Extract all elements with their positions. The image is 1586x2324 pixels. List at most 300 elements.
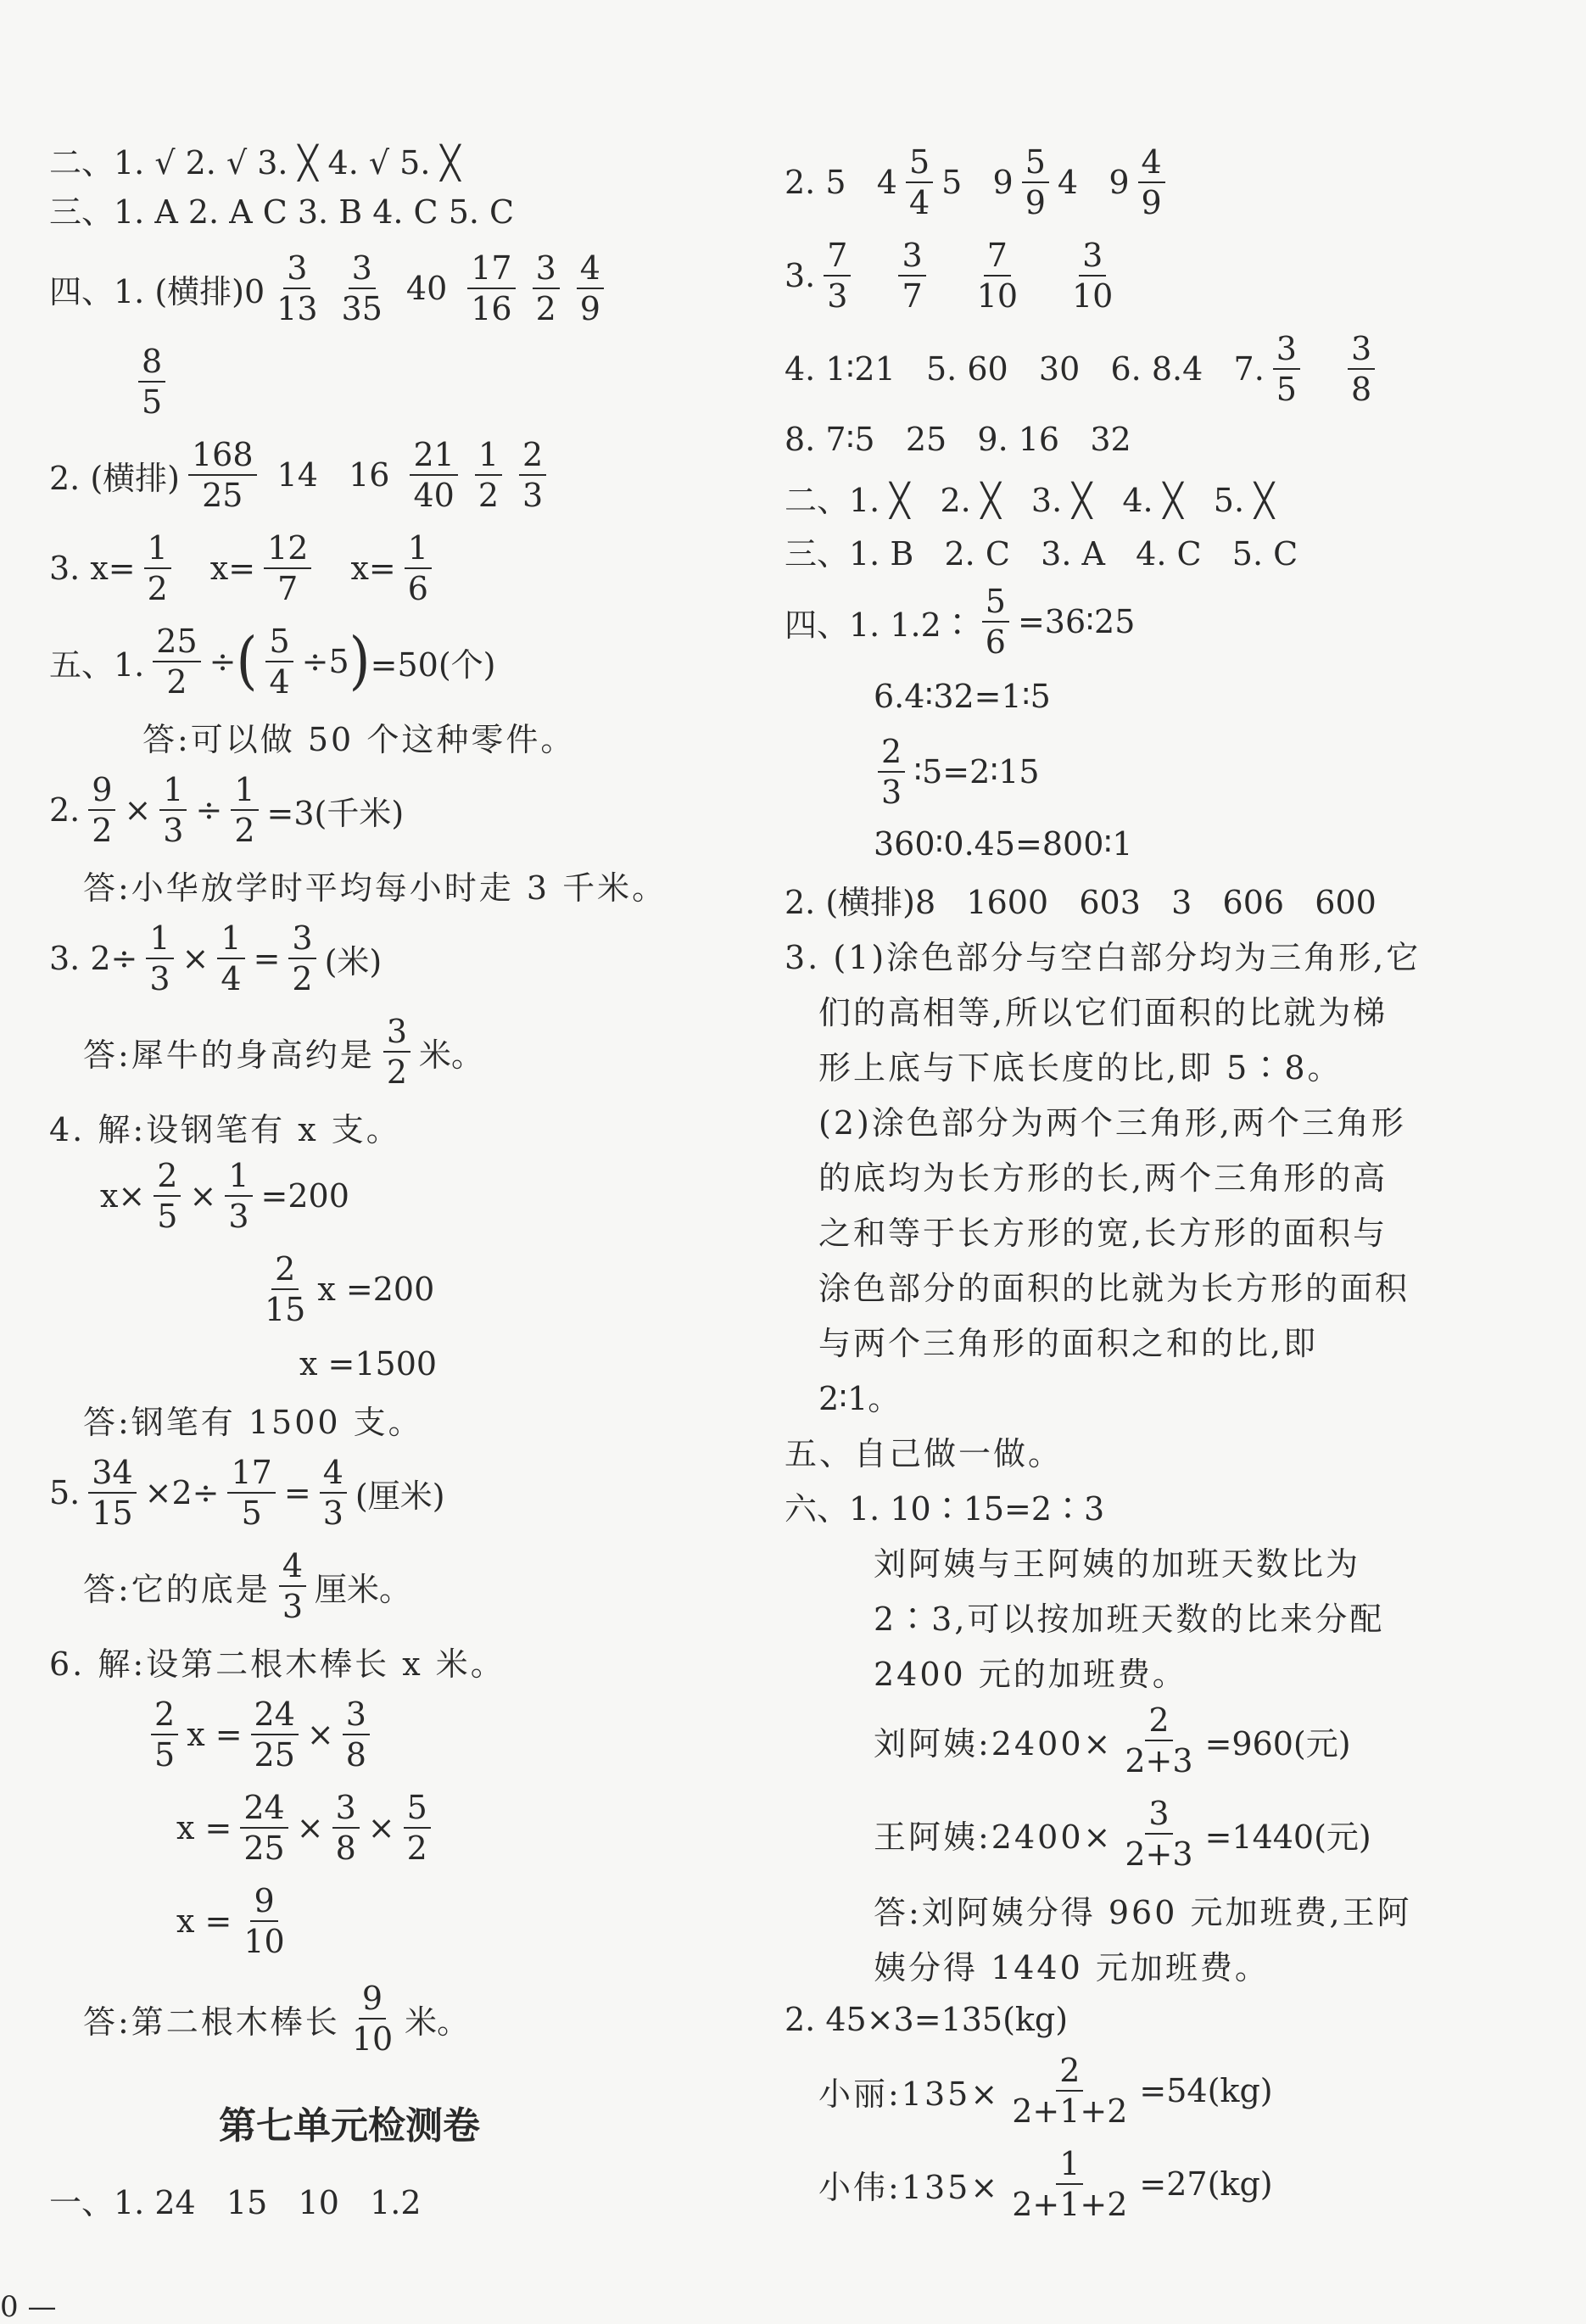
answer-line [100, 1149, 349, 1243]
numerator: 9 [359, 1982, 386, 2020]
text: ×2÷ [144, 1474, 220, 1511]
fraction [405, 529, 432, 607]
numerator: 3 [288, 922, 316, 959]
fraction [898, 237, 925, 315]
text: 2∶3,可以按加班天数的比来分配 [874, 1600, 1385, 1638]
text: 姨分得 1440 元加班费。 [874, 1948, 1270, 1986]
denominator: 6 [985, 623, 1006, 661]
text: = [253, 940, 281, 977]
fraction [279, 1547, 306, 1625]
fraction [404, 1789, 431, 1867]
fraction [1348, 330, 1375, 408]
text: x× [100, 1177, 146, 1215]
numerator: 2 [154, 1159, 181, 1197]
text: 3. 2÷ [49, 940, 138, 977]
fraction [467, 249, 515, 327]
fraction [151, 1696, 178, 1774]
fraction [577, 249, 604, 327]
text: 王阿姨:2400× [874, 1818, 1114, 1856]
denominator: 10 [243, 1923, 285, 1960]
denominator: 10 [351, 2020, 394, 2058]
text: 4. 解:设钢笔有 x 支。 [49, 1110, 401, 1148]
numerator: 24 [251, 1698, 299, 1735]
fraction [261, 1250, 309, 1328]
answer-line [785, 322, 1383, 416]
denominator: 3 [163, 812, 184, 849]
denominator: 35 [341, 290, 383, 327]
fraction [251, 1696, 299, 1774]
answer-line [83, 857, 667, 913]
text: (厘米) [355, 1477, 445, 1515]
text: x = [176, 1902, 232, 1940]
denominator: 6 [407, 570, 428, 607]
text: 答:钢笔有 1500 支。 [83, 1403, 423, 1441]
text: 3. [785, 257, 816, 294]
answer-line [130, 335, 174, 428]
answer-line [299, 1336, 437, 1392]
numerator: 1 [217, 922, 244, 959]
text: 答:第二根木棒长 [83, 2003, 340, 2041]
answer-line [49, 1633, 505, 1689]
text: (2)涂色部分为两个三角形,两个三角形 [818, 1103, 1406, 1142]
denominator: 5 [241, 1494, 262, 1532]
text: 二、1. √ 2. √ 3. ╳ 4. √ 5. ╳ [49, 143, 461, 182]
fraction [153, 623, 200, 701]
text: =50(个) [370, 645, 496, 684]
text: 5 9 [941, 164, 1014, 201]
fraction [320, 1454, 347, 1532]
text: 2∶1。 [818, 1379, 901, 1417]
text: 答:可以做 50 个这种零件。 [142, 720, 576, 758]
answer-line [785, 1992, 1068, 2047]
fraction [288, 919, 316, 997]
denominator: 25 [254, 1736, 295, 1774]
numerator: 2 [1056, 2054, 1083, 2092]
answer-line [785, 926, 1421, 982]
numerator: 3 [383, 1015, 410, 1053]
numerator: 3 [1079, 239, 1106, 277]
numerator: 17 [227, 1456, 275, 1494]
numerator: 4 [279, 1550, 306, 1587]
denominator: 15 [265, 1291, 306, 1328]
answer-line [49, 763, 404, 857]
answer-line [818, 1202, 1388, 1258]
fraction [1008, 2145, 1131, 2223]
fraction [138, 343, 165, 421]
denominator: 4 [221, 960, 242, 997]
fraction [519, 436, 546, 514]
denominator: 2 [166, 663, 187, 701]
answer-line [49, 181, 514, 237]
text: 答:犀牛的身高约是 [83, 1036, 375, 1074]
text: ∶5=2∶15 [913, 753, 1040, 790]
fraction [265, 623, 293, 701]
answer-line [874, 1936, 1270, 1992]
numerator: 12 [264, 532, 311, 569]
text: (米) [324, 942, 383, 980]
denominator: 2+1+2 [1012, 2186, 1128, 2223]
text: 4 9 [1057, 164, 1130, 201]
text: 涂色部分的面积的比就为长方形的面积 [818, 1269, 1410, 1307]
answer-line [176, 1874, 297, 1968]
text: =1440(元) [1204, 1818, 1371, 1856]
text: 三、1. A 2. A C 3. B 4. C 5. C [49, 193, 515, 231]
answer-line [874, 1881, 1412, 1937]
numerator: 1 [1056, 2148, 1083, 2185]
text: 五、1. [49, 645, 145, 684]
denominator: 3 [522, 477, 544, 514]
answer-line [874, 1533, 1360, 1589]
denominator: 9 [1141, 184, 1162, 221]
numerator: 1 [159, 774, 187, 811]
text: 5. [49, 1474, 81, 1511]
text: 四、1. (横排)0 [49, 272, 265, 310]
answer-line [49, 131, 460, 187]
denominator: 4 [269, 663, 290, 701]
text: 4. 1∶21 5. 60 30 6. 8.4 7. [785, 350, 1265, 388]
numerator: 5 [1022, 146, 1049, 183]
answer-line [818, 1092, 1406, 1148]
text: 四、1. 1.2∶ [785, 606, 974, 644]
text: 3. x= [49, 550, 136, 587]
text: 米。 [419, 1036, 484, 1074]
denominator: 2 [535, 290, 556, 327]
answer-line [818, 2044, 1273, 2137]
text: 的底均为长方形的长,两个三角形的高 [818, 1159, 1388, 1197]
denominator: 2 [477, 477, 500, 514]
answer-line [818, 1257, 1410, 1313]
text: × [181, 940, 209, 977]
denominator: 3 [881, 774, 902, 811]
text: 答:小华放学时平均每小时走 3 千米。 [83, 869, 667, 907]
numerator: 7 [984, 239, 1011, 277]
numerator: 21 [410, 439, 457, 476]
text: =27(kg) [1139, 2165, 1273, 2203]
numerator: 8 [138, 345, 165, 383]
text: 六、1. 10∶15=2∶3 [785, 1489, 1105, 1528]
denominator: 8 [345, 1736, 366, 1774]
denominator: 2 [234, 812, 255, 849]
numerator: 9 [88, 774, 115, 811]
text: 们的高相等,所以它们面积的比就为梯 [818, 993, 1388, 1031]
answer-line [49, 912, 382, 1005]
answer-line [142, 1688, 378, 1781]
answer-line [818, 1367, 900, 1423]
fraction [974, 237, 1021, 315]
text: x = [176, 1809, 232, 1846]
text: 答:刘阿姨分得 960 元加班费,王阿 [874, 1893, 1412, 1931]
text: × [367, 1809, 395, 1846]
answer-line [785, 469, 1274, 525]
numerator: 5 [906, 146, 933, 183]
fraction [1121, 1701, 1196, 1779]
numerator: 7 [824, 239, 851, 277]
text: 二、1. ╳ 2. ╳ 3. ╳ 4. ╳ 5. ╳ [785, 481, 1275, 519]
text: =36∶25 [1017, 603, 1136, 640]
text: × [124, 791, 152, 829]
text: x =200 [317, 1271, 435, 1308]
answer-line [785, 1422, 1063, 1478]
denominator: 2 [147, 570, 168, 607]
text: 小丽:135× [818, 2075, 1001, 2113]
text: = [283, 1474, 311, 1511]
text: 小伟:135× [818, 2168, 1001, 2206]
text: 一、1. 24 15 10 1.2 [49, 2183, 422, 2221]
denominator: 2+3 [1125, 1742, 1193, 1779]
text: 与两个三角形的面积之和的比,即 [818, 1324, 1319, 1362]
text: 2. 45×3=135(kg) [785, 2001, 1069, 2038]
text: × [306, 1716, 334, 1753]
text: ÷ [195, 791, 223, 829]
text: 6.4∶32=1∶5 [874, 678, 1051, 715]
text: 40 [405, 270, 448, 307]
text: 2400 元的加班费。 [874, 1655, 1187, 1693]
denominator: 2+1+2 [1012, 2092, 1128, 2130]
answer-line [785, 229, 1125, 322]
numerator: 1 [405, 532, 432, 569]
text: 6. 解:设第二根木棒长 x 米。 [49, 1645, 505, 1683]
denominator: 15 [92, 1494, 133, 1532]
numerator: 3 [1145, 1797, 1172, 1835]
text: 8. 7∶5 25 9. 16 32 [785, 421, 1131, 458]
fraction [1121, 1795, 1196, 1873]
denominator: 25 [243, 1830, 285, 1867]
text: 2. 5 4 [785, 164, 897, 201]
numerator: 2 [1145, 1704, 1172, 1741]
text: 之和等于长方形的宽,长方形的面积与 [818, 1214, 1388, 1252]
text: 3. (1)涂色部分与空白部分均为三角形,它 [785, 938, 1421, 976]
answer-line [83, 1391, 423, 1447]
text: × [189, 1177, 217, 1215]
numerator: 2 [519, 439, 546, 476]
text: 答:它的底是 [83, 1570, 271, 1608]
text: × [296, 1809, 324, 1846]
fraction [878, 733, 905, 811]
denominator: 13 [276, 290, 318, 327]
answer-line [818, 2137, 1273, 2231]
answer-line [818, 981, 1388, 1037]
denominator: 25 [202, 477, 243, 514]
fraction [146, 919, 173, 997]
numerator: 3 [343, 1698, 370, 1735]
numerator: 9 [250, 1885, 277, 1922]
fraction [88, 1454, 136, 1532]
denominator: 40 [413, 477, 455, 514]
page-number: 0 — [0, 2290, 57, 2324]
answer-line [874, 1787, 1371, 1880]
fraction [154, 1157, 181, 1235]
numerator: 1 [146, 922, 173, 959]
denominator: 3 [149, 960, 170, 997]
fraction [1008, 2052, 1131, 2130]
fraction [475, 436, 502, 514]
numerator: 3 [283, 252, 310, 289]
denominator: 9 [1025, 184, 1046, 221]
text: 三、1. B 2. C 3. A 4. C 5. C [785, 534, 1298, 573]
text: x= [350, 550, 396, 587]
numerator: 4 [1138, 146, 1165, 183]
denominator: 2 [292, 960, 313, 997]
denominator: 2 [406, 1830, 427, 1867]
denominator: 4 [908, 184, 930, 221]
answer-line [142, 708, 575, 764]
denominator: 2 [386, 1053, 407, 1091]
text: 14 16 [276, 456, 390, 494]
answer-line [785, 1478, 1104, 1534]
answer-line [874, 1643, 1187, 1699]
fraction [159, 771, 187, 849]
text: ÷ [209, 643, 237, 680]
numerator: 1 [225, 1159, 252, 1197]
numerator: 2 [151, 1698, 178, 1735]
denominator: 8 [1350, 371, 1372, 408]
denominator: 2+3 [1125, 1835, 1193, 1873]
text: 2. (横排) [49, 459, 180, 497]
numerator: 1 [144, 532, 171, 569]
numerator: 5 [404, 1791, 431, 1829]
answer-line [49, 522, 440, 615]
text: x = [187, 1716, 243, 1753]
text: =54(kg) [1139, 2072, 1273, 2109]
answer-line [818, 1036, 1343, 1092]
fraction [231, 771, 258, 849]
answer-line [874, 816, 1132, 872]
answer-line [818, 1147, 1388, 1203]
answer-line [83, 1005, 483, 1098]
answer-line [49, 428, 555, 522]
denominator: 9 [579, 290, 600, 327]
numerator: 3 [1348, 332, 1375, 370]
numerator: 25 [153, 625, 200, 662]
numerator: 2 [878, 735, 905, 773]
fraction [349, 1980, 396, 2058]
denominator: 7 [902, 277, 923, 315]
denominator: 5 [157, 1198, 178, 1235]
denominator: 7 [277, 570, 299, 607]
numerator: 1 [231, 774, 258, 811]
text: 刘阿姨与王阿姨的加班天数比为 [874, 1545, 1361, 1583]
fraction [410, 436, 457, 514]
denominator: 5 [154, 1736, 176, 1774]
fraction [906, 143, 933, 221]
answer-line [874, 1588, 1384, 1644]
text: 五、自己做一做。 [785, 1434, 1064, 1472]
numerator: 2 [271, 1253, 299, 1290]
denominator: 3 [282, 1588, 303, 1625]
answer-line [83, 1539, 411, 1633]
denominator: 5 [1276, 371, 1297, 408]
text: 刘阿姨:2400× [874, 1724, 1114, 1763]
denominator: 10 [1072, 277, 1114, 315]
answer-line [874, 668, 1051, 724]
numerator: 3 [898, 239, 925, 277]
numerator: 3 [533, 252, 560, 289]
numerator: 1 [475, 439, 502, 476]
denominator: 3 [228, 1198, 249, 1235]
answer-line [785, 522, 1298, 578]
fraction [240, 1789, 288, 1867]
numerator: 3 [349, 252, 376, 289]
fraction [88, 771, 115, 849]
denominator: 3 [322, 1494, 343, 1532]
answer-line [785, 411, 1131, 467]
fraction [273, 249, 321, 327]
denominator: 10 [976, 277, 1018, 315]
text: =3(千米) [266, 794, 405, 832]
fraction [225, 1157, 252, 1235]
answer-line: 五、1. $\frac{25}{2}$ ÷ ( $\frac{5}{4}$ ÷5 ) =50(个) [49, 623, 496, 701]
denominator: 3 [827, 277, 848, 315]
fraction [1022, 143, 1049, 221]
fraction [144, 529, 171, 607]
answer-line [49, 1098, 401, 1154]
answer-line [785, 871, 1377, 927]
numerator: 5 [265, 625, 293, 662]
text: ÷5 [301, 643, 349, 680]
denominator: 2 [92, 812, 113, 849]
fraction [1138, 143, 1165, 221]
answer-line [49, 242, 612, 335]
fraction [264, 529, 311, 607]
text: 360∶0.45=800∶1 [874, 825, 1133, 863]
answer-line [49, 1446, 445, 1539]
answer-line [253, 1243, 434, 1336]
answer-line [818, 1312, 1318, 1368]
denominator: 5 [142, 383, 163, 421]
answer-line [785, 136, 1174, 229]
fraction [1069, 237, 1116, 315]
fraction [240, 1882, 288, 1960]
text: x =1500 [299, 1345, 438, 1383]
numerator: 3 [332, 1791, 360, 1829]
fraction [824, 237, 851, 315]
fraction [1273, 330, 1300, 408]
text: 形上底与下底长度的比,即 5∶8。 [818, 1048, 1343, 1087]
fraction [188, 436, 257, 514]
answer-line [874, 1694, 1351, 1787]
numerator: 17 [467, 252, 515, 289]
numerator: 3 [1273, 332, 1300, 370]
answer-line [785, 575, 1135, 668]
fraction [332, 1789, 360, 1867]
text: =200 [260, 1177, 349, 1215]
fraction [227, 1454, 275, 1532]
denominator: 16 [471, 290, 512, 327]
numerator: 34 [88, 1456, 136, 1494]
answer-line [176, 1781, 439, 1874]
text: x= [209, 550, 256, 587]
numerator: 4 [320, 1456, 347, 1494]
answer-line [83, 1972, 469, 2065]
fraction [383, 1013, 410, 1091]
text: =960(元) [1204, 1724, 1351, 1763]
fraction [533, 249, 560, 327]
answer-line [869, 725, 1040, 818]
fraction [217, 919, 244, 997]
answer-line [49, 2171, 422, 2227]
numerator: 24 [240, 1791, 288, 1829]
numerator: 5 [982, 585, 1009, 623]
numerator: 4 [577, 252, 604, 289]
text: 2. (横排)8 1600 603 3 606 600 [785, 883, 1377, 921]
fraction [982, 583, 1009, 661]
fraction [343, 1696, 370, 1774]
fraction [338, 249, 386, 327]
section-heading: 第七单元检测卷 [219, 2104, 480, 2148]
text: 2. [49, 791, 81, 829]
numerator: 168 [188, 439, 257, 476]
text: 米。 [405, 2003, 470, 2041]
